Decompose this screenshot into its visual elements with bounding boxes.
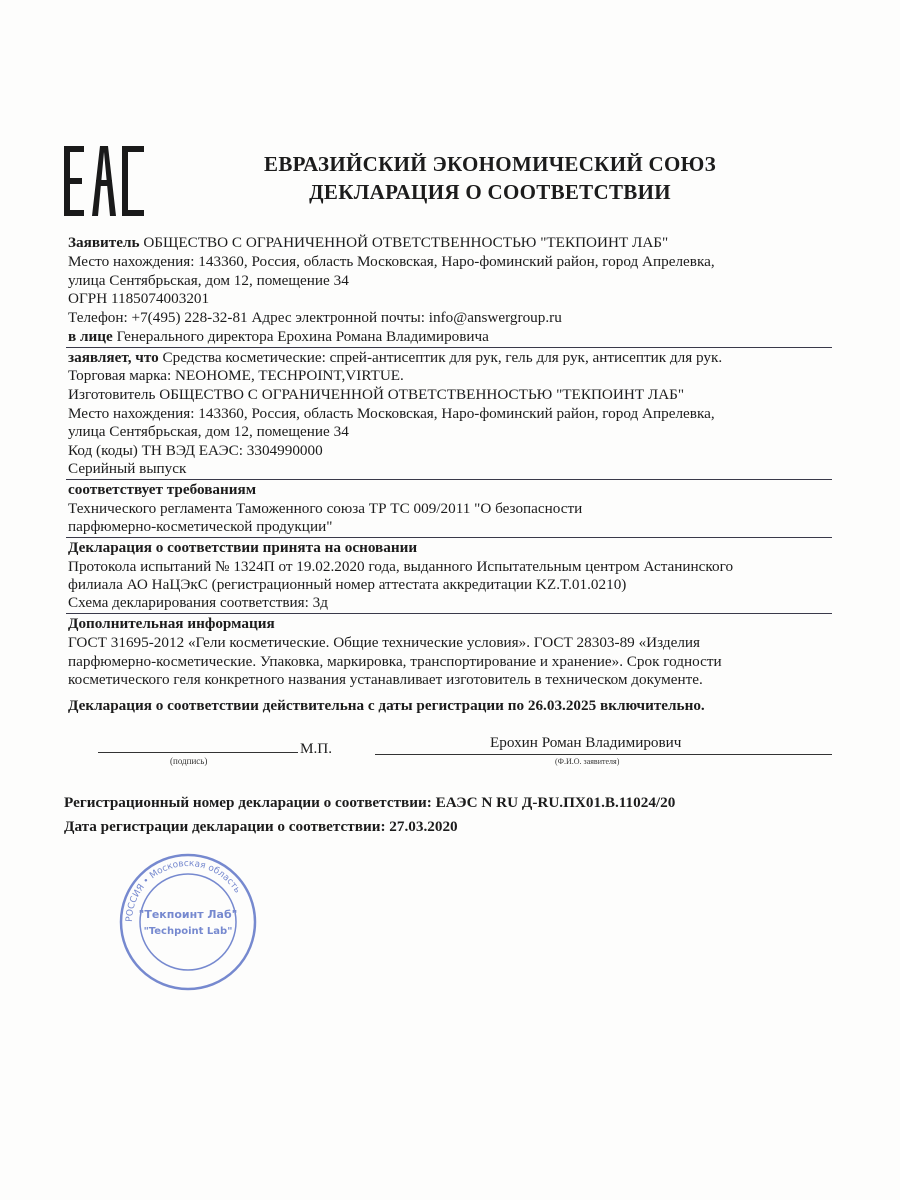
divider xyxy=(66,479,832,480)
company-stamp xyxy=(118,852,258,992)
union-title: ЕВРАЗИЙСКИЙ ЭКОНОМИЧЕСКИЙ СОЮЗ xyxy=(264,152,716,176)
additional-line-3: косметического геля конкретного названия устанавливает изготовитель в техническом документе. xyxy=(68,671,703,688)
applicant-line xyxy=(68,234,668,252)
basis-line-2: филиала АО НаЦЭкС (регистрационный номер аттестата аккредитации KZ.T.01.0210) xyxy=(68,576,627,593)
manufacturer-address-1: Место нахождения: 143360, Россия, область Московская, Наро-фоминский район, город Апрелевка, xyxy=(68,405,715,422)
registration-date-text: Дата регистрации декларации о соответствии: 27.03.2020 xyxy=(64,818,458,835)
applicant-address-1: Место нахождения: 143360, Россия, область Московская, Наро-фоминский район, город Апрелевка, xyxy=(68,253,715,270)
stamp-text-en: "Techpoint Lab" xyxy=(143,926,233,937)
applicant-label: Заявитель xyxy=(68,234,140,251)
additional-line-1: ГОСТ 31695-2012 «Гели косметические. Общие технические условия». ГОСТ 28303-89 «Изделия xyxy=(68,634,701,651)
signatory-name: Ерохин Роман Владимирович xyxy=(490,734,682,751)
applicant-ogrn: ОГРН 1185074003201 xyxy=(68,290,210,307)
mp-label: М.П. xyxy=(300,740,333,757)
registration-number xyxy=(64,794,675,812)
applicant-address-2: улица Сентябрьская, дом 12, помещение 34 xyxy=(68,272,349,289)
signature-line xyxy=(98,752,298,753)
product-description: Средства косметические: спрей-антисептик для рук, гель для рук, антисептик для рук. xyxy=(158,349,723,366)
additional-line-2: парфюмерно-косметические. Упаковка, маркировка, транспортирование и хранение». Срок годности xyxy=(68,653,722,670)
additional-heading-text: Дополнительная информация xyxy=(68,615,275,632)
basis-line-1: Протокола испытаний № 1324П от 19.02.2020 года, выданного Испытательным центром Астанинского xyxy=(68,558,734,575)
requirements-line-2: парфюмерно-косметической продукции" xyxy=(68,518,333,535)
serial-release: Серийный выпуск xyxy=(68,460,187,477)
basis-heading xyxy=(68,539,417,557)
requirements-line-1: Технического регламента Таможенного союза ТР ТС 009/2011 "О безопасности xyxy=(68,500,583,517)
manufacturer-address-2: улица Сентябрьская, дом 12, помещение 34 xyxy=(68,423,349,440)
tn-ved-code: Код (коды) ТН ВЭД ЕАЭС: 3304990000 xyxy=(68,442,323,459)
declares-line xyxy=(68,349,722,367)
registration-number-text: Регистрационный номер декларации о соответствии: ЕАЭС N RU Д-RU.ПХ01.В.11024/20 xyxy=(64,794,676,811)
representative-line xyxy=(68,328,489,346)
basis-heading-text: Декларация о соответствии принята на основании xyxy=(68,539,418,556)
stamp-text-ru: "Текпоинт Лаб" xyxy=(138,908,238,921)
applicant-contacts: Телефон: +7(495) 228-32-81 Адрес электронной почты: info@answergroup.ru xyxy=(68,309,562,326)
declares-label: заявляет, что xyxy=(68,349,159,366)
brand: Торговая марка: NEOHOME, TECHPOINT,VIRTUE. xyxy=(68,367,404,384)
stamp-ring-text: РОССИЯ • Московская область xyxy=(124,858,243,923)
divider xyxy=(66,347,832,348)
name-line xyxy=(375,754,832,755)
document-title: ДЕКЛАРАЦИЯ О СООТВЕТСТВИИ xyxy=(309,180,671,204)
signature-caption: (подпись) xyxy=(170,756,208,766)
requirements-heading-text: соответствует требованиям xyxy=(68,481,257,498)
representative-name: Генерального директора Ерохина Романа Владимировича xyxy=(112,328,489,345)
divider xyxy=(66,613,832,614)
representative-label: в лице xyxy=(68,328,113,345)
declaration-scheme: Схема декларирования соответствия: 3д xyxy=(68,594,328,611)
additional-heading xyxy=(68,615,275,633)
name-caption: (Ф.И.О. заявителя) xyxy=(555,757,620,766)
applicant-name: ОБЩЕСТВО С ОГРАНИЧЕННОЙ ОТВЕТСТВЕННОСТЬЮ "ТЕКПОИНТ ЛАБ" xyxy=(139,234,669,251)
validity-text: Декларация о соответствии действительна с даты регистрации по 26.03.2025 включительно. xyxy=(68,697,705,714)
registration-date xyxy=(64,818,458,836)
divider xyxy=(66,537,832,538)
manufacturer: Изготовитель ОБЩЕСТВО С ОГРАНИЧЕННОЙ ОТВЕТСТВЕННОСТЬЮ "ТЕКПОИНТ ЛАБ" xyxy=(68,386,685,403)
eac-logo xyxy=(64,146,146,216)
requirements-heading xyxy=(68,481,256,499)
validity-statement xyxy=(68,697,705,715)
